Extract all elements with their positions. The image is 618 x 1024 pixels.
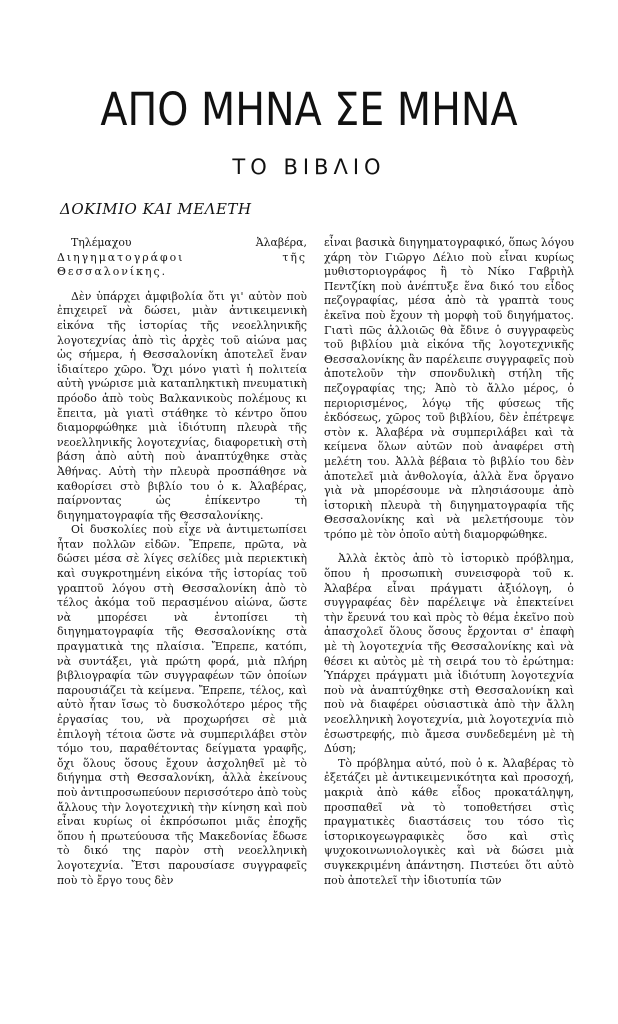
text-column-left: [57, 236, 307, 888]
text-column-right: [324, 236, 574, 888]
paragraph: εἶναι βασικὰ διηγηματογραφικό, ὅπως λόγου χάρη τὸν Γιῶργο Δέλιο ποὺ εἶναι κυρίως μυθιστοριογράφος ἢ τὸ Νίκο Γαβριὴλ Πεντζίκη ποὺ ἀνέπτυξε ἕνα δικό του εἶδος πεζογραφίας, μέσα ἀπὸ τὰ γραπτὰ τους ἐκεῖνα ποὺ ἔχουν τὴ μορφὴ τοῦ διηγήματος. Γιατὶ πῶς ἀλλοιῶς θὰ ἔδινε ὁ συγγραφεὺς τοῦ βιβλίου μιὰ εἰκόνα τῆς λογοτεχνικῆς Θεσσαλονίκης ἂν παρέλειπε συγγραφεῖς ποὺ ἀποτελοῦν τὴν σπονδυλικὴ στήλη τῆς πεζογραφίας της; Ἀπὸ τὸ ἄλλο μέρος, ὁ περιορισμένος, λόγῳ τῆς φύσεως τῆς ἐκδόσεως, χῶρος τοῦ βιβλίου, δὲν ἐπέτρεψε στὸν κ. Ἀλαβέρα νὰ συμπεριλάβει καὶ τὰ κείμενα ὅλων αὐτῶν ποὺ ἀναφέρει στὴ μελέτη του. Ἀλλὰ βέβαια τὸ βιβλίο του δὲν ἀποτελεῖ μιὰ ἀνθολογία, ἀλλὰ ἕνα ὄργανο γιὰ νὰ μπορέσουμε νὰ πλησιάσουμε ἀπὸ ἱστορικὴ πλευρὰ τὴ διηγηματογραφία τῆς Θεσσαλονίκης καὶ νὰ μελετήσουμε τὸν τρόπο μὲ τὸν ὁποῖο αὐτὴ διαμορφώθηκε.: [324, 236, 574, 541]
masthead-title: ΑΠΟ ΜΗΝΑ ΣΕ ΜΗΝΑ: [100, 83, 518, 136]
book-citation: [57, 236, 307, 280]
section-heading: ΤΟ ΒΙΒΛΙΟ: [232, 155, 386, 179]
paragraph: Δὲν ὑπάρχει ἀμφιβολία ὅτι γι' αὐτὸν ποὺ ἐπιχειρεῖ νὰ δώσει, μιὰν ἀντικειμενικὴ εἰκόνα τῆς ἱστορίας τῆς νεοελληνικῆς λογοτεχνίας ἀπὸ τὶς ἀρχὲς τοῦ αἰώνα μας ὡς σήμερα, ἡ Θεσσαλονίκη ἀποτελεῖ ἕναν ἰδιαίτερο χῶρο. Ὄχι μόνο γιατὶ ἡ πολιτεία αὐτὴ γνώρισε μιὰ καταπληκτικὴ πνευματικὴ πρόοδο ἀπὸ τοὺς Βαλκανικοὺς πολέμους κι ἔπειτα, μὰ γιατὶ στάθηκε τὸ κέντρο ὅπου διαμορφώθηκε μιὰ ἰδιότυπη πλευρὰ τῆς νεοελληνικῆς λογοτεχνίας, διαφορετικὴ στὴ βάση ἀπὸ αὐτὴ ποὺ ἀναπτύχθηκε στὰς Ἀθήνας. Αὐτὴ τὴν πλευρὰ προσπάθησε νὰ καθορίσει στὸ βιβλίο του ὁ κ. Ἀλαβέρας, παίρνοντας ὡς ἐπίκεντρο τὴ διηγηματογραφία τῆς Θεσσαλονίκης.: [57, 289, 307, 522]
paragraph: Τὸ πρόβλημα αὐτό, ποὺ ὁ κ. Ἀλαβέρας τὸ ἐξετάζει μὲ ἀντικειμενικότητα καὶ προσοχή, μακριὰ ἀπὸ κάθε εἶδος προκατάληψη, προσπαθεῖ νὰ τὸ τοποθετήσει στὶς πραγματικὲς διαστάσεις του τόσο τὶς ἱστορικογεωγραφικὲς ὅσο καὶ στὶς ψυχοκοινωνιολογικὲς καὶ νὰ δώσει μιὰ συγκεκριμένη ἀπάντηση. Πιστεύει ὅτι αὐτὸ ποὺ ἀποτελεῖ τὴν ἰδιοτυπία τῶν: [324, 756, 574, 887]
paragraph: Οἱ δυσκολίες ποὺ εἶχε νὰ ἀντιμετωπίσει ἦταν πολλῶν εἰδῶν. Ἔπρεπε, πρῶτα, νὰ δώσει μέσα σὲ λίγες σελίδες μιὰ περιεκτικὴ καὶ συγκροτημένη εἰκόνα τῆς ἱστορίας τοῦ γραπτοῦ λόγου στὴ Θεσσαλονίκη ἀπὸ τὸ τέλος ἀκόμα τοῦ περασμένου αἰώνα, ὥστε νὰ μπορέσει νὰ ἐντοπίσει τὴ διηγηματογραφία τῆς Θεσσαλονίκης στὰ πραγματικὰ της πλαίσια. Ἔπρεπε, κατόπι, νὰ συντάξει, γιὰ πρώτη φορά, μιὰ πλήρη βιβλιογραφία τῶν συγγραφέων τῶν ὁποίων παρουσιάζει τὰ κείμενα. Ἔπρεπε, τέλος, καὶ αὐτὸ ἦταν ἴσως τὸ δυσκολότερο μέρος τῆς ἐργασίας του, νὰ προχωρήσει σὲ μιὰ ἐπιλογὴ τέτοια ὥστε νὰ συμπεριλάβει στὸν τόμο του, παραθέτοντας δείγματα γραφῆς, ὄχι ὅλους ὅσους ἔχουν ἀσχοληθεῖ μὲ τὸ διήγημα στὴ Θεσσαλονίκη, ἀλλὰ ἐκείνους ποὺ ἀντιπροσωπεύουν περισσότερο ἀπὸ τοὺς ἄλλους τὴν λογοτεχνικὴ τὴν κίνηση καὶ ποὺ εἶναι κυρίως οἱ ἐκπρόσωποι μιᾶς ἐποχῆς ὅπου ἡ πρωτεύουσα τῆς Μακεδονίας ἔδωσε τὸ δικό της παρὸν στὴ νεοελληνικὴ λογοτεχνία. Ἔτσι παρουσίασε συγγραφεῖς ποὺ τὸ ἔργο τους δὲν: [57, 523, 307, 887]
book-title: Διηγηματογράφοι τῆς Θεσσαλονίκης.: [57, 250, 307, 279]
paragraph: Ἀλλὰ ἐκτὸς ἀπὸ τὸ ἱστορικὸ πρόβλημα, ὅπου ἡ προσωπικὴ συνεισφορὰ τοῦ κ. Ἀλαβέρα εἶναι πράγματι ἀξιόλογη, ὁ συγγραφέας δὲν παρέλειψε νὰ ἐπεκτείνει τὴν ἔρευνά του καὶ πρὸς τὸ θέμα ἐκεῖνο ποὺ ἀπασχολεῖ ὅλους ὅσους ἔρχονται σ' ἐπαφὴ μὲ τὴ λογοτεχνία τῆς Θεσσαλονίκης καὶ νὰ θέσει κι αὐτὸς μὲ τὴ σειρά του τὸ ἐρώτημα: Ὑπάρχει πράγματι μιὰ ἰδιότυπη λογοτεχνία ποὺ νὰ ἀναπτύχθηκε στὴ Θεσσαλονίκη καὶ ποὺ νὰ διαφέρει οὐσιαστικὰ ἀπὸ τὴν ἄλλη νεοελληνικὴ λογοτεχνία, μιὰ λογοτεχνία πιὸ ἐσωστρεφής, πιὸ ἄμεσα συνδεδεμένη μὲ τὴ Δύση;: [324, 552, 574, 756]
rubric-heading: ΔΟΚΙΜΙΟ ΚΑΙ ΜΕΛΕΤΗ: [60, 200, 252, 218]
book-author: Τηλέμαχου Ἀλαβέρα,: [71, 236, 307, 249]
